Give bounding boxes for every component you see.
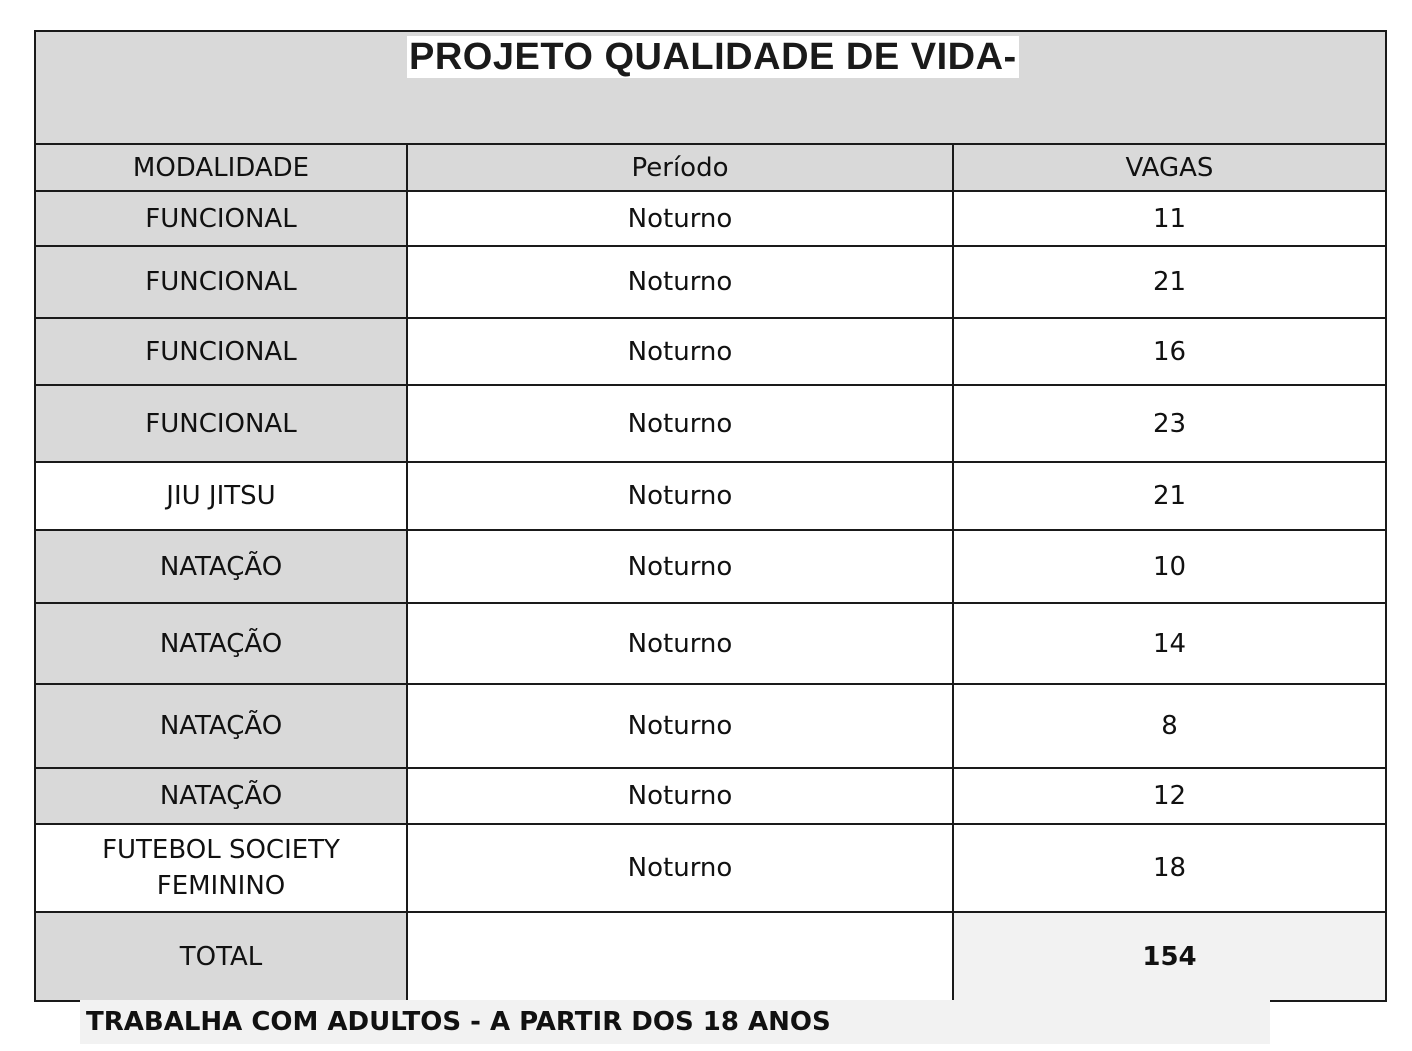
periodo-cell: Noturno: [407, 246, 953, 318]
vagas-cell: 21: [953, 246, 1385, 318]
periodo-cell: Noturno: [407, 462, 953, 530]
periodo-cell: Noturno: [407, 385, 953, 462]
table-row: [36, 824, 1385, 912]
table-row: [36, 603, 1385, 684]
modalidade-cell: FUNCIONAL: [36, 191, 407, 246]
periodo-cell: Noturno: [407, 824, 953, 912]
vagas-cell: 8: [953, 684, 1385, 768]
age-footnote: TRABALHA COM ADULTOS - A PARTIR DOS 18 ANOS: [80, 1000, 1270, 1044]
table-row: [36, 246, 1385, 318]
vagas-cell: 14: [953, 603, 1385, 684]
vagas-cell: 11: [953, 191, 1385, 246]
table-row: [36, 318, 1385, 385]
vagas-cell: 18: [953, 824, 1385, 912]
periodo-cell: Noturno: [407, 768, 953, 824]
periodo-cell: Noturno: [407, 530, 953, 603]
table-header-row: [36, 145, 1385, 191]
modalidade-cell: NATAÇÃO: [36, 768, 407, 824]
periodo-cell: Noturno: [407, 684, 953, 768]
table-row: [36, 530, 1385, 603]
modalidade-cell: NATAÇÃO: [36, 603, 407, 684]
vagas-cell: 12: [953, 768, 1385, 824]
modalidade-cell: FUNCIONAL: [36, 246, 407, 318]
modalidade-cell: NATAÇÃO: [36, 684, 407, 768]
vagas-cell: 21: [953, 462, 1385, 530]
modalidade-cell: [36, 824, 407, 912]
table-row: [36, 462, 1385, 530]
total-label: TOTAL: [36, 912, 407, 1000]
total-periodo: [407, 912, 953, 1000]
schedule-sheet: [34, 30, 1387, 1002]
periodo-cell: Noturno: [407, 191, 953, 246]
header-vagas: VAGAS: [953, 145, 1385, 191]
vagas-table: [36, 145, 1385, 1000]
periodo-cell: Noturno: [407, 318, 953, 385]
vagas-cell: 16: [953, 318, 1385, 385]
total-row: [36, 912, 1385, 1000]
periodo-cell: Noturno: [407, 603, 953, 684]
modalidade-cell: NATAÇÃO: [36, 530, 407, 603]
modalidade-cell: JIU JITSU: [36, 462, 407, 530]
title-band: [36, 32, 1385, 145]
table-row: [36, 684, 1385, 768]
modalidade-line: FEMININO: [156, 871, 286, 901]
table-row: [36, 191, 1385, 246]
vagas-cell: 10: [953, 530, 1385, 603]
modalidade-line: FUTEBOL SOCIETY: [102, 835, 340, 865]
vagas-cell: 23: [953, 385, 1385, 462]
header-modalidade: MODALIDADE: [36, 145, 407, 191]
total-vagas: 154: [953, 912, 1385, 1000]
header-periodo: Período: [407, 145, 953, 191]
modalidade-cell: FUNCIONAL: [36, 318, 407, 385]
modalidade-cell: FUNCIONAL: [36, 385, 407, 462]
table-row: [36, 768, 1385, 824]
table-row: [36, 385, 1385, 462]
page-title: PROJETO QUALIDADE DE VIDA-: [409, 36, 1017, 78]
